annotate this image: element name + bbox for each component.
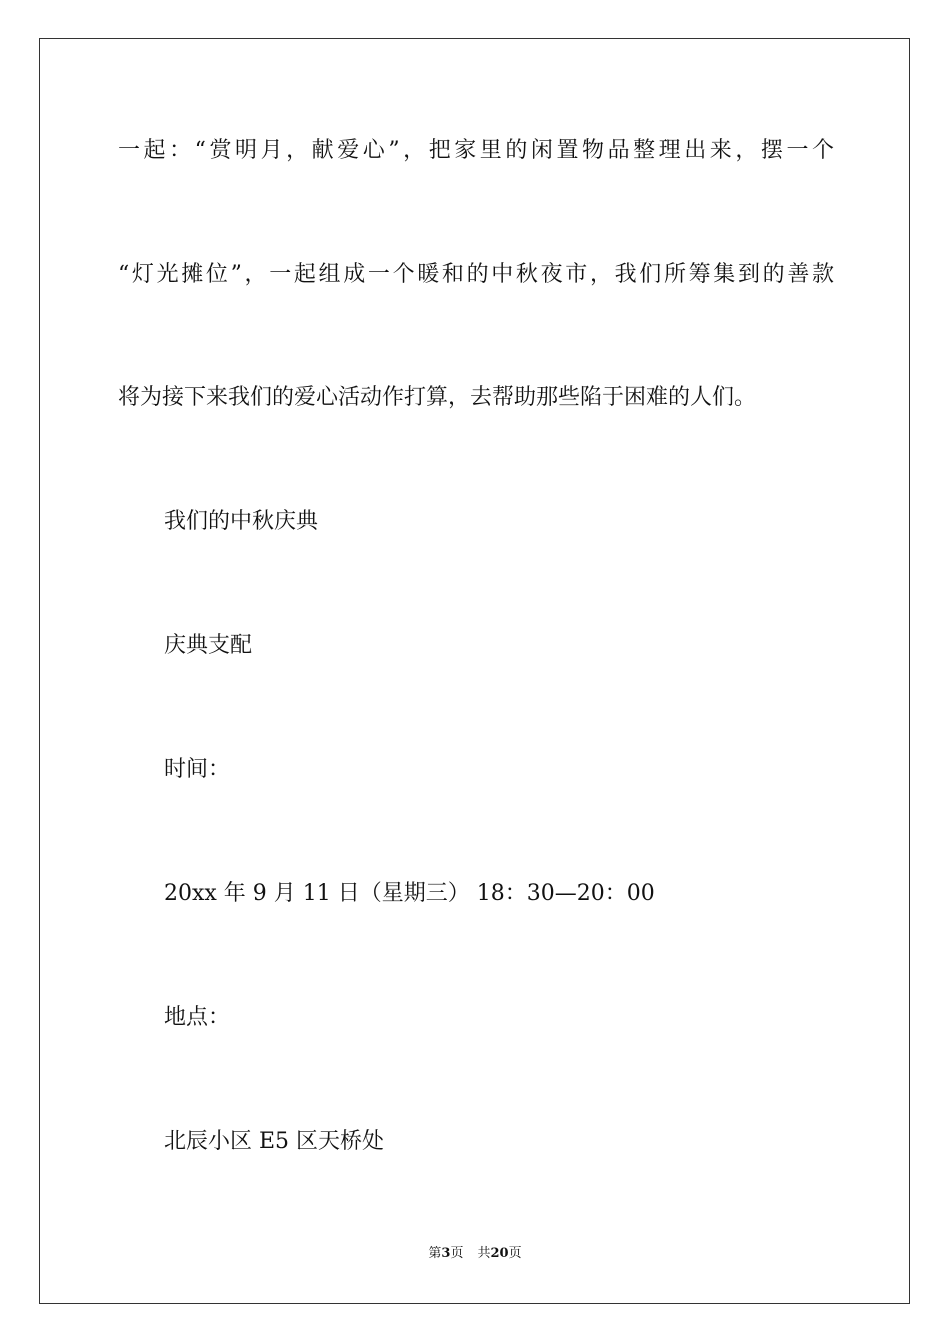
location-label: 地点： [164,1005,231,1030]
total-pages: 20 [490,1246,509,1261]
time-value: 20xx 年 9 月 11 日（星期三） 18：30—20：00 [164,881,655,906]
paragraph-line-1: 一起：“赏明月，献爱心”，把家里的闲置物品整理出来，摆一个 [118,138,834,163]
location-value: 北辰小区 E5 区天桥处 [164,1129,385,1154]
total-suffix: 页 [508,1246,522,1261]
paragraph-line-3: 将为接下来我们的爱心活动作打算，去帮助那些陷于困难的人们。 [118,385,757,410]
page-frame [39,38,910,1304]
total-prefix: 共 [477,1246,491,1261]
page-suffix: 页 [450,1246,464,1261]
section-title: 我们的中秋庆典 [164,509,319,534]
schedule-heading: 庆典支配 [164,633,253,658]
page-footer [0,1245,950,1263]
time-label: 时间： [164,757,231,782]
page-number: 3 [441,1246,451,1261]
paragraph-line-2: “灯光摊位”，一起组成一个暖和的中秋夜市，我们所筹集到的善款 [118,262,834,287]
page-prefix: 第 [428,1246,442,1261]
